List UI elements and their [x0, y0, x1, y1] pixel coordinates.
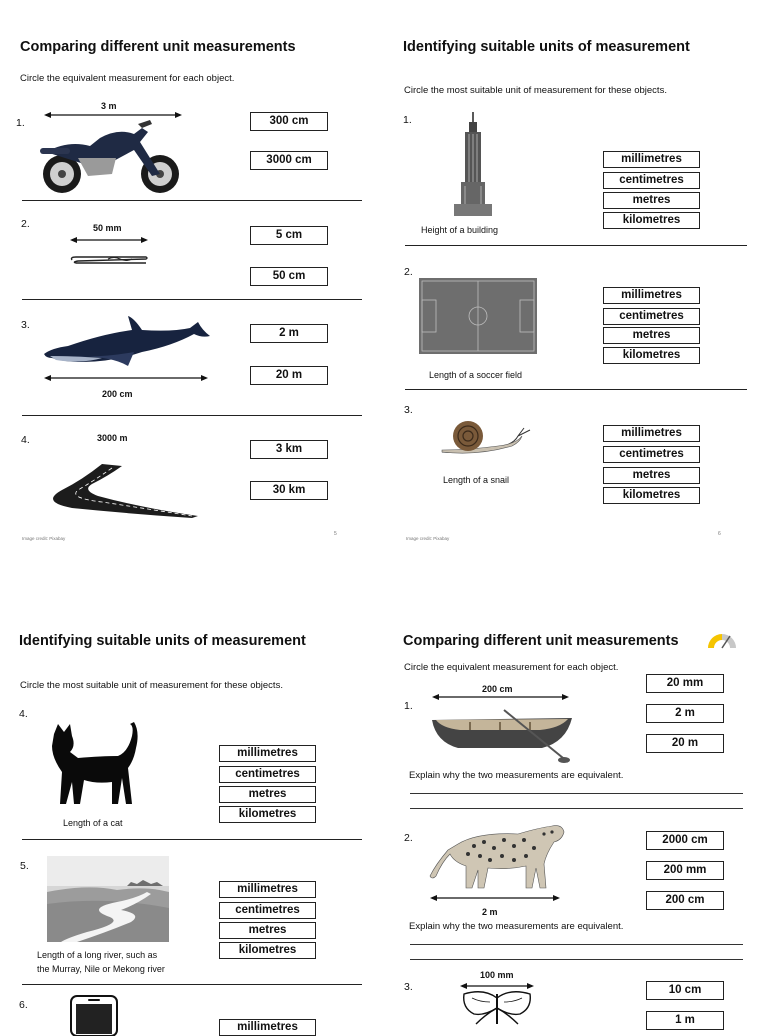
- item-number: 2.: [21, 218, 30, 230]
- unit-option[interactable]: metres: [603, 467, 700, 484]
- page-title: Comparing different unit measurements: [20, 39, 296, 55]
- item-number: 6.: [19, 999, 28, 1011]
- unit-option[interactable]: millimetres: [603, 287, 700, 304]
- item-number: 1.: [403, 114, 412, 126]
- writing-line[interactable]: [410, 793, 743, 794]
- answer-option[interactable]: 20 mm: [646, 674, 724, 693]
- item-number: 4.: [19, 708, 28, 720]
- unit-option[interactable]: centimetres: [603, 308, 700, 325]
- item-caption: Length of a cat: [63, 818, 123, 828]
- dimension-arrow: [0, 0, 1, 1]
- answer-option[interactable]: 200 mm: [646, 861, 724, 880]
- unit-option[interactable]: millimetres: [603, 425, 700, 442]
- item-caption: Length of a snail: [443, 475, 510, 485]
- cat-silhouette-image: [48, 722, 142, 810]
- answer-option[interactable]: 5 cm: [250, 226, 328, 245]
- answer-option[interactable]: 10 cm: [646, 981, 724, 1000]
- skyscraper-image: [450, 112, 496, 216]
- unit-option[interactable]: millimetres: [603, 151, 700, 168]
- divider: [22, 200, 362, 201]
- unit-option[interactable]: centimetres: [603, 172, 700, 189]
- item-caption: the Murray, Nile or Mekong river: [37, 964, 165, 974]
- explain-prompt: Explain why the two measurements are equivalent.: [409, 770, 624, 781]
- item-number: 4.: [21, 434, 30, 446]
- unit-option[interactable]: kilometres: [603, 487, 700, 504]
- answer-option[interactable]: 50 cm: [250, 267, 328, 286]
- answer-option[interactable]: 30 km: [250, 481, 328, 500]
- item-number: 2.: [404, 832, 413, 844]
- dimension-label: 200 cm: [482, 684, 513, 694]
- item-caption: Height of a building: [421, 225, 499, 235]
- unit-option[interactable]: metres: [219, 922, 316, 939]
- divider: [22, 415, 362, 416]
- unit-option[interactable]: centimetres: [219, 766, 316, 783]
- item-caption: Length of a soccer field: [429, 370, 523, 380]
- dimension-label: 200 cm: [102, 389, 133, 399]
- unit-option[interactable]: kilometres: [603, 212, 700, 229]
- item-number: 2.: [404, 266, 413, 278]
- item-number: 3.: [404, 981, 413, 993]
- page-title: Comparing different unit measurements: [403, 633, 679, 649]
- answer-option[interactable]: 2 m: [646, 704, 724, 723]
- answer-option[interactable]: 2000 cm: [646, 831, 724, 850]
- page-title: Identifying suitable units of measurement: [19, 633, 306, 649]
- instruction: Circle the most suitable unit of measurement for these objects.: [20, 680, 283, 691]
- dolphin-image: [42, 312, 212, 374]
- writing-line[interactable]: [410, 959, 743, 960]
- unit-option[interactable]: kilometres: [603, 347, 700, 364]
- unit-option[interactable]: millimetres: [219, 1019, 316, 1036]
- writing-line[interactable]: [410, 944, 743, 945]
- image-credit: Image credit: Pixabay: [406, 536, 450, 541]
- snail-image: [438, 418, 532, 458]
- canoe-image: [430, 708, 574, 766]
- item-number: 5.: [20, 860, 29, 872]
- page-number: 5: [334, 531, 337, 537]
- page-number: 6: [718, 531, 721, 537]
- answer-option[interactable]: 2 m: [250, 324, 328, 343]
- instruction: Circle the equivalent measurement for each object.: [20, 73, 235, 84]
- writing-line[interactable]: [410, 808, 743, 809]
- answer-option[interactable]: 20 m: [646, 734, 724, 753]
- instruction: Circle the equivalent measurement for each object.: [404, 662, 619, 673]
- divider: [22, 984, 362, 985]
- road-image: [42, 462, 202, 520]
- unit-option[interactable]: kilometres: [219, 942, 316, 959]
- butterfly-image: [460, 990, 534, 1024]
- answer-option[interactable]: 3000 cm: [250, 151, 328, 170]
- explain-prompt: Explain why the two measurements are equivalent.: [409, 921, 624, 932]
- unit-option[interactable]: centimetres: [219, 902, 316, 919]
- dimension-label: 100 mm: [480, 970, 514, 980]
- image-credit: Image credit: Pixabay: [22, 536, 66, 541]
- unit-option[interactable]: centimetres: [603, 446, 700, 463]
- gauge-icon: [706, 630, 738, 650]
- motorcycle-image: [38, 118, 184, 196]
- divider: [22, 839, 362, 840]
- instruction: Circle the most suitable unit of measurement for these objects.: [404, 85, 667, 96]
- unit-option[interactable]: metres: [603, 327, 700, 344]
- unit-option[interactable]: metres: [219, 786, 316, 803]
- page-title: Identifying suitable units of measurement: [403, 39, 690, 55]
- unit-option[interactable]: millimetres: [219, 745, 316, 762]
- answer-option[interactable]: 300 cm: [250, 112, 328, 131]
- answer-option[interactable]: 3 km: [250, 440, 328, 459]
- hairpin-image: [68, 254, 150, 266]
- item-caption: Length of a long river, such as: [37, 950, 158, 960]
- unit-option[interactable]: millimetres: [219, 881, 316, 898]
- item-number: 3.: [404, 404, 413, 416]
- dimension-label: 3000 m: [97, 433, 128, 443]
- dimension-label: 2 m: [482, 907, 498, 917]
- item-number: 3.: [21, 319, 30, 331]
- leopard-image: [428, 818, 568, 892]
- divider: [405, 245, 747, 246]
- unit-option[interactable]: kilometres: [219, 806, 316, 823]
- answer-option[interactable]: 20 m: [250, 366, 328, 385]
- soccer-field-image: [419, 278, 537, 354]
- answer-option[interactable]: 200 cm: [646, 891, 724, 910]
- divider: [405, 389, 747, 390]
- divider: [22, 299, 362, 300]
- answer-option[interactable]: 1 m: [646, 1011, 724, 1030]
- river-image: [47, 856, 169, 942]
- item-number: 1.: [404, 700, 413, 712]
- dimension-label: 3 m: [101, 101, 117, 111]
- unit-option[interactable]: metres: [603, 192, 700, 209]
- dimension-label: 50 mm: [93, 223, 122, 233]
- item-number: 1.: [16, 117, 25, 129]
- smartphone-image: [70, 995, 120, 1024]
